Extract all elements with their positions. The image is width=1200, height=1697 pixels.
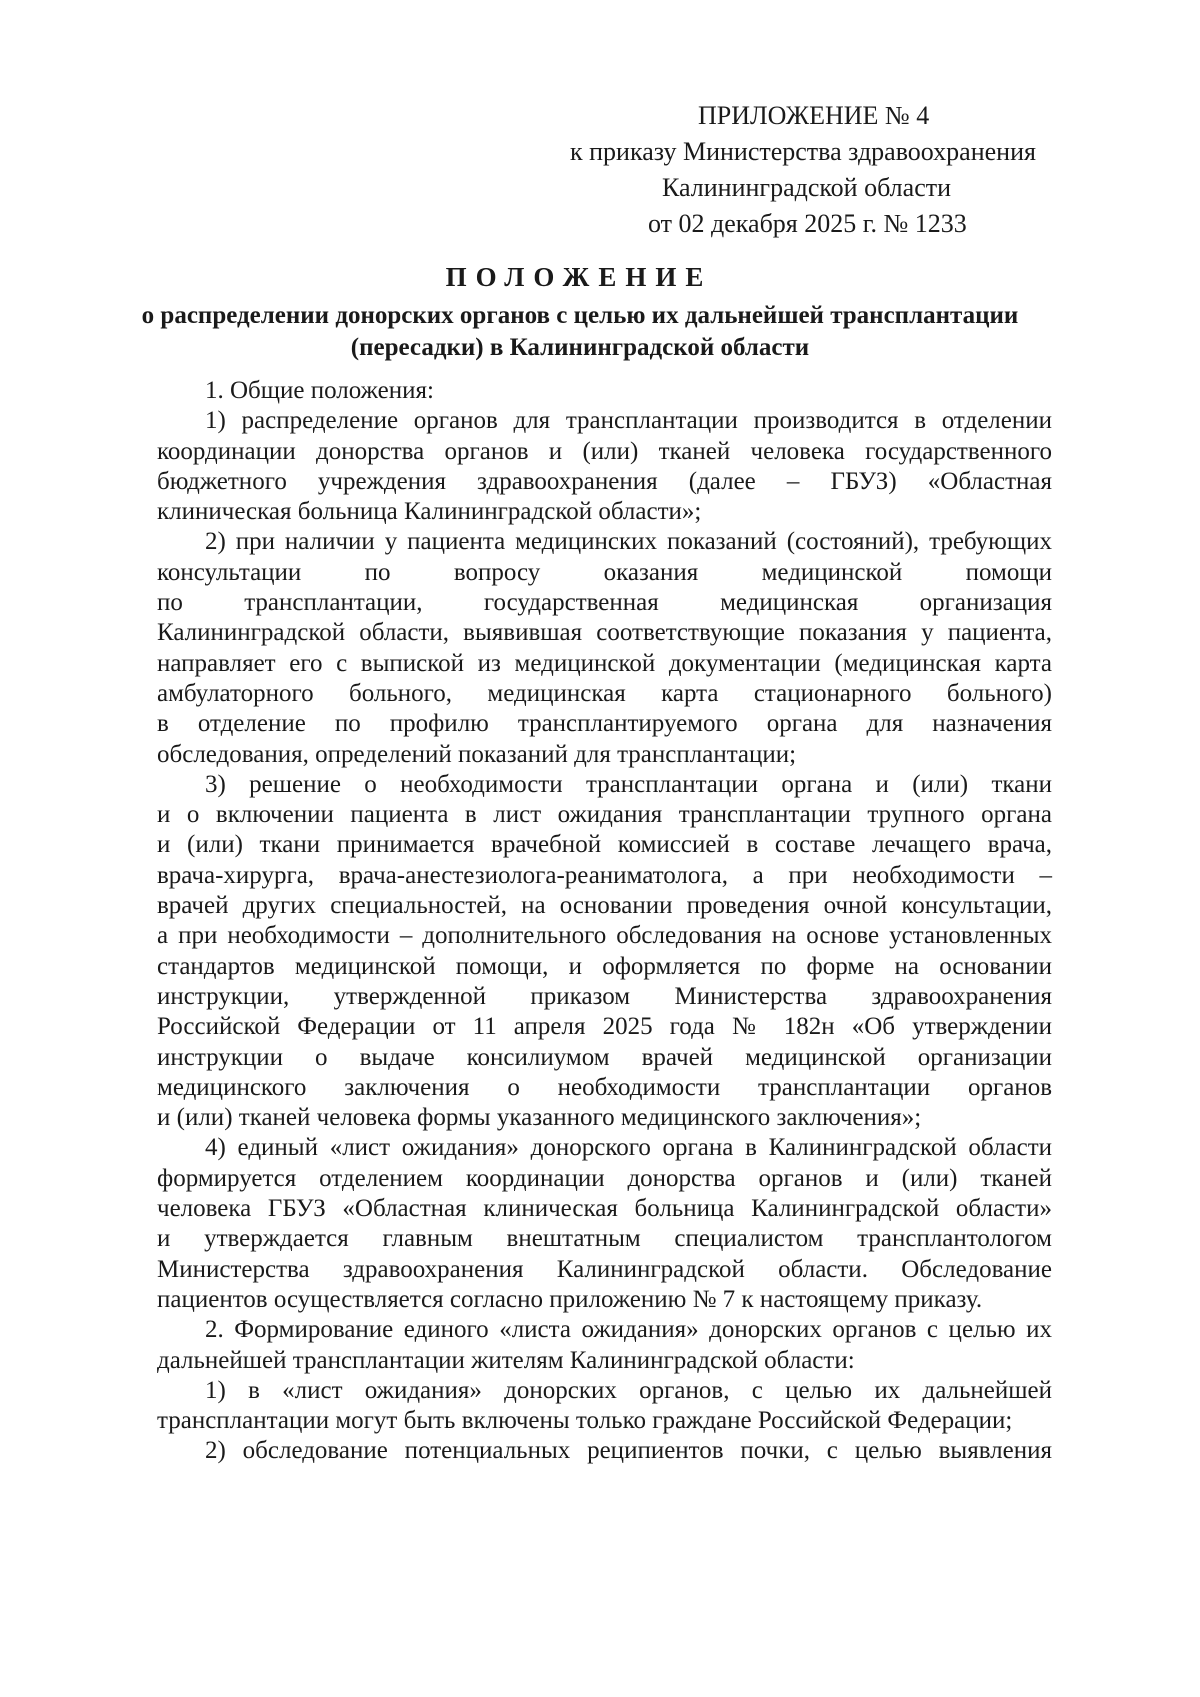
text-line: и (или) ткани принимается врачебной комиссией в составе лечащего врача, bbox=[157, 831, 1052, 859]
text-line: 1) в «лист ожидания» донорских органов, с целью их дальнейшей bbox=[205, 1376, 1052, 1404]
section-heading: 1. Общие положения: bbox=[205, 377, 434, 404]
text-line: 4) единый «лист ожидания» донорского органа в Калининградской области bbox=[205, 1134, 1052, 1162]
document-body bbox=[157, 376, 1052, 1467]
text-line: 2) при наличии у пациента медицинских показаний (состояний), требующих bbox=[205, 528, 1052, 556]
document-subtitle bbox=[120, 300, 1040, 364]
text-line: клиническая больница Калининградской области»; bbox=[157, 498, 702, 526]
text-line: и (или) тканей человека формы указанного медицинского заключения»; bbox=[157, 1104, 922, 1132]
text-line: и о включении пациента в лист ожидания трансплантации трупного органа bbox=[157, 801, 1052, 829]
appendix-number: ПРИЛОЖЕНИЕ № 4 bbox=[698, 101, 930, 130]
text-line: врача-хирурга, врача-анестезиолога-реаниматолога, а при необходимости – bbox=[157, 861, 1052, 889]
appendix-header bbox=[560, 98, 1080, 242]
text-line: а при необходимости – дополнительного обследования на основе установленных bbox=[157, 922, 1052, 950]
text-line: 2) обследование потенциальных реципиентов почки, с целью выявления bbox=[205, 1437, 1052, 1465]
text-line: по трансплантации, государственная медицинская организация bbox=[157, 589, 1052, 617]
text-line: и утверждается главным внештатным специалистом трансплантологом bbox=[157, 1225, 1052, 1253]
text-line: медицинского заключения о необходимости трансплантации органов bbox=[157, 1073, 1052, 1101]
document-title: ПОЛОЖЕНИЕ bbox=[445, 262, 713, 292]
text-line: Калининградской области, выявившая соответствующие показания у пациента, bbox=[157, 619, 1052, 647]
section-heading: 2. Формирование единого «листа ожидания» донорских органов с целью их bbox=[205, 1316, 1052, 1344]
text-line: консультации по вопросу оказания медицинской помощи bbox=[157, 558, 1052, 586]
text-line: человека ГБУЗ «Областная клиническая больница Калининградской области» bbox=[157, 1195, 1052, 1223]
subtitle-line: (пересадки) в Калининградской области bbox=[350, 334, 810, 361]
text-line: обследования, определений показаний для трансплантации; bbox=[157, 740, 797, 768]
text-line: пациентов осуществляется согласно приложению № 7 к настоящему приказу. bbox=[157, 1285, 983, 1313]
text-line: дальнейшей трансплантации жителям Калининградской области: bbox=[157, 1346, 855, 1374]
text-line: врачей других специальностей, на основании проведения очной консультации, bbox=[157, 892, 1052, 920]
text-line: амбулаторного больного, медицинская карта стационарного больного) bbox=[157, 679, 1052, 707]
order-date: от 02 декабря 2025 г. № 1233 bbox=[648, 209, 967, 238]
text-line: 1) распределение органов для трансплантации производится в отделении bbox=[205, 407, 1052, 435]
text-line: инструкции, утвержденной приказом Министерства здравоохранения bbox=[157, 982, 1052, 1010]
text-line: Министерства здравоохранения Калининградской области. Обследование bbox=[157, 1255, 1052, 1283]
order-reference: к приказу Министерства здравоохранения bbox=[570, 137, 1036, 166]
text-line: формируется отделением координации донорства органов и (или) тканей bbox=[157, 1164, 1052, 1192]
text-line: в отделение по профилю трансплантируемого органа для назначения bbox=[157, 710, 1052, 738]
text-line: Российской Федерации от 11 апреля 2025 года № 182н «Об утверждении bbox=[157, 1013, 1052, 1041]
text-line: 3) решение о необходимости трансплантации органа и (или) ткани bbox=[205, 770, 1052, 798]
text-line: бюджетного учреждения здравоохранения (далее – ГБУЗ) «Областная bbox=[157, 467, 1052, 495]
text-line: координации донорства органов и (или) тканей человека государственного bbox=[157, 437, 1052, 465]
subtitle-line: о распределении донорских органов с целью их дальнейшей трансплантации bbox=[141, 302, 1019, 329]
text-line: инструкции о выдаче консилиумом врачей медицинской организации bbox=[157, 1043, 1052, 1071]
text-line: трансплантации могут быть включены только граждане Российской Федерации; bbox=[157, 1407, 1013, 1435]
region-name: Калининградской области bbox=[662, 173, 952, 202]
text-line: направляет его с выпиской из медицинской документации (медицинская карта bbox=[157, 649, 1052, 677]
text-line: стандартов медицинской помощи, и оформляется по форме на основании bbox=[157, 952, 1052, 980]
